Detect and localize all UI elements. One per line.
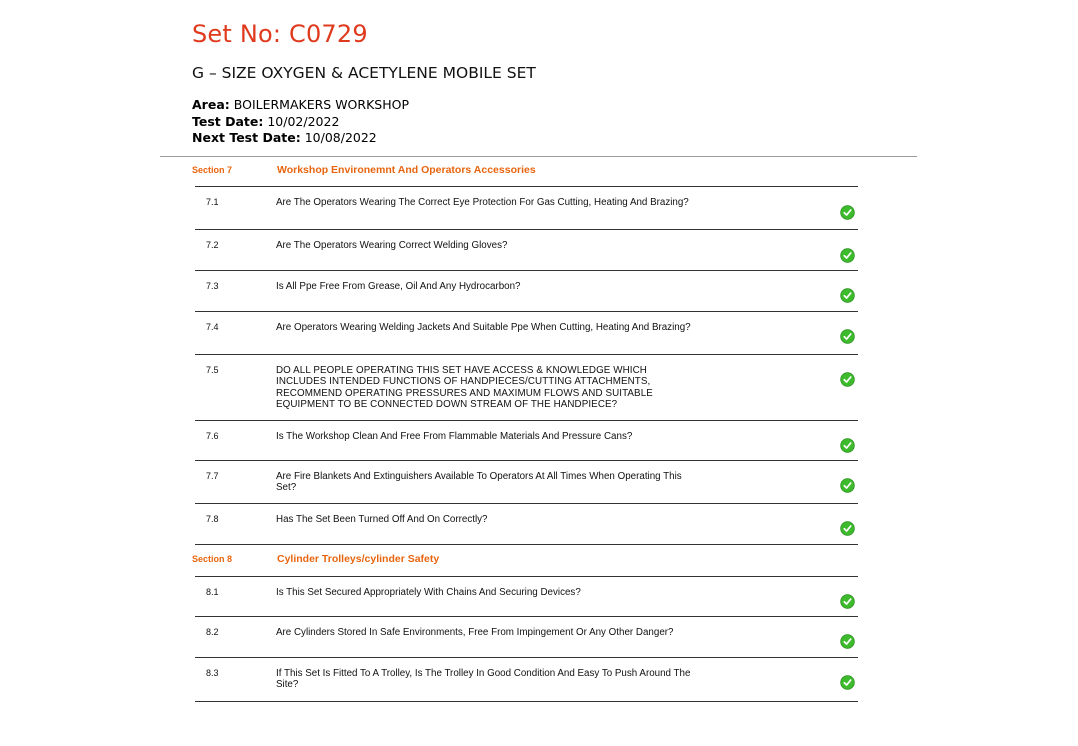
check-icon (840, 594, 855, 609)
question-text: Has The Set Been Turned Off And On Correctly? (276, 514, 488, 525)
question-row (195, 186, 858, 230)
question-row (195, 576, 858, 617)
question-row (195, 460, 858, 504)
question-number: 7.6 (206, 431, 219, 441)
question-row (195, 616, 858, 658)
question-text: If This Set Is Fitted To A Trolley, Is The Trolley In Good Condition And Easy To Push Around The Site? (276, 668, 691, 691)
question-number: 7.5 (206, 365, 219, 375)
question-number: 7.1 (206, 197, 219, 207)
check-icon (840, 205, 855, 220)
check-icon (840, 329, 855, 344)
question-number: 8.1 (206, 587, 219, 597)
question-row (195, 354, 858, 421)
check-icon (840, 675, 855, 690)
question-text: Is All Ppe Free From Grease, Oil And Any Hydrocarbon? (276, 281, 521, 292)
section-title: Workshop Environemnt And Operators Accessories (277, 164, 536, 176)
area-label: Area: (192, 97, 230, 112)
set-title: G – SIZE OXYGEN & ACETYLENE MOBILE SET (192, 64, 536, 82)
question-row (195, 503, 858, 545)
test-date-label: Test Date: (192, 113, 264, 129)
question-text: Are The Operators Wearing Correct Welding Gloves? (276, 240, 508, 251)
question-row (195, 270, 858, 312)
question-text: Are Fire Blankets And Extinguishers Available To Operators At All Times When Operating This Set? (276, 471, 682, 494)
section-title: Cylinder Trolleys/cylinder Safety (277, 553, 440, 565)
question-row (195, 657, 858, 702)
question-text: Is The Workshop Clean And Free From Flammable Materials And Pressure Cans? (276, 431, 633, 442)
question-text: Is This Set Secured Appropriately With Chains And Securing Devices? (276, 587, 581, 598)
question-text: Are Operators Wearing Welding Jackets And Suitable Ppe When Cutting, Heating And Brazing? (276, 322, 691, 333)
test-date-value: 10/02/2022 (267, 113, 340, 129)
section-number: Section 8 (192, 554, 233, 564)
next-test-date-value: 10/08/2022 (304, 130, 377, 145)
check-icon (840, 478, 855, 493)
section-header (192, 165, 858, 185)
next-test-date-label: Next Test Date: (192, 130, 301, 145)
question-number: 7.4 (206, 322, 219, 332)
question-row (195, 420, 858, 461)
question-row (195, 311, 858, 355)
check-icon (840, 438, 855, 453)
header-divider (160, 156, 917, 157)
question-number: 7.3 (206, 281, 219, 291)
area-row (192, 97, 409, 114)
question-number: 8.3 (206, 668, 219, 678)
section-number: Section 7 (192, 165, 233, 175)
set-meta (192, 97, 409, 147)
question-text: Are The Operators Wearing The Correct Eye Protection For Gas Cutting, Heating And Brazing? (276, 197, 689, 208)
check-icon (840, 634, 855, 649)
section-header (192, 554, 858, 574)
area-value: BOILERMAKERS WORKSHOP (233, 97, 409, 112)
question-number: 7.7 (206, 471, 219, 481)
question-number: 7.8 (206, 514, 219, 524)
check-icon (840, 248, 855, 263)
check-icon (840, 521, 855, 536)
question-number: 7.2 (206, 240, 219, 250)
question-number: 8.2 (206, 627, 219, 637)
next-test-date-row (192, 130, 409, 147)
question-text: Are Cylinders Stored In Safe Environments, Free From Impingement Or Any Other Danger? (276, 627, 674, 638)
check-icon (840, 288, 855, 303)
question-row (195, 229, 858, 271)
question-text: DO ALL PEOPLE OPERATING THIS SET HAVE ACCESS & KNOWLEDGE WHICH INCLUDES INTENDED FUNCTIONS OF HANDPIECES/CUTTING ATTACHMENTS, RECOMMEND OPERATING PRESSURES AND MAXIMUM FLOWS AND SUITABLE EQUIPMENT TO BE CONNECTED DOWN STREAM OF THE HANDPIECE? (276, 365, 653, 410)
set-number: Set No: C0729 (192, 20, 368, 48)
check-icon (840, 372, 855, 387)
test-date-row (192, 114, 409, 131)
